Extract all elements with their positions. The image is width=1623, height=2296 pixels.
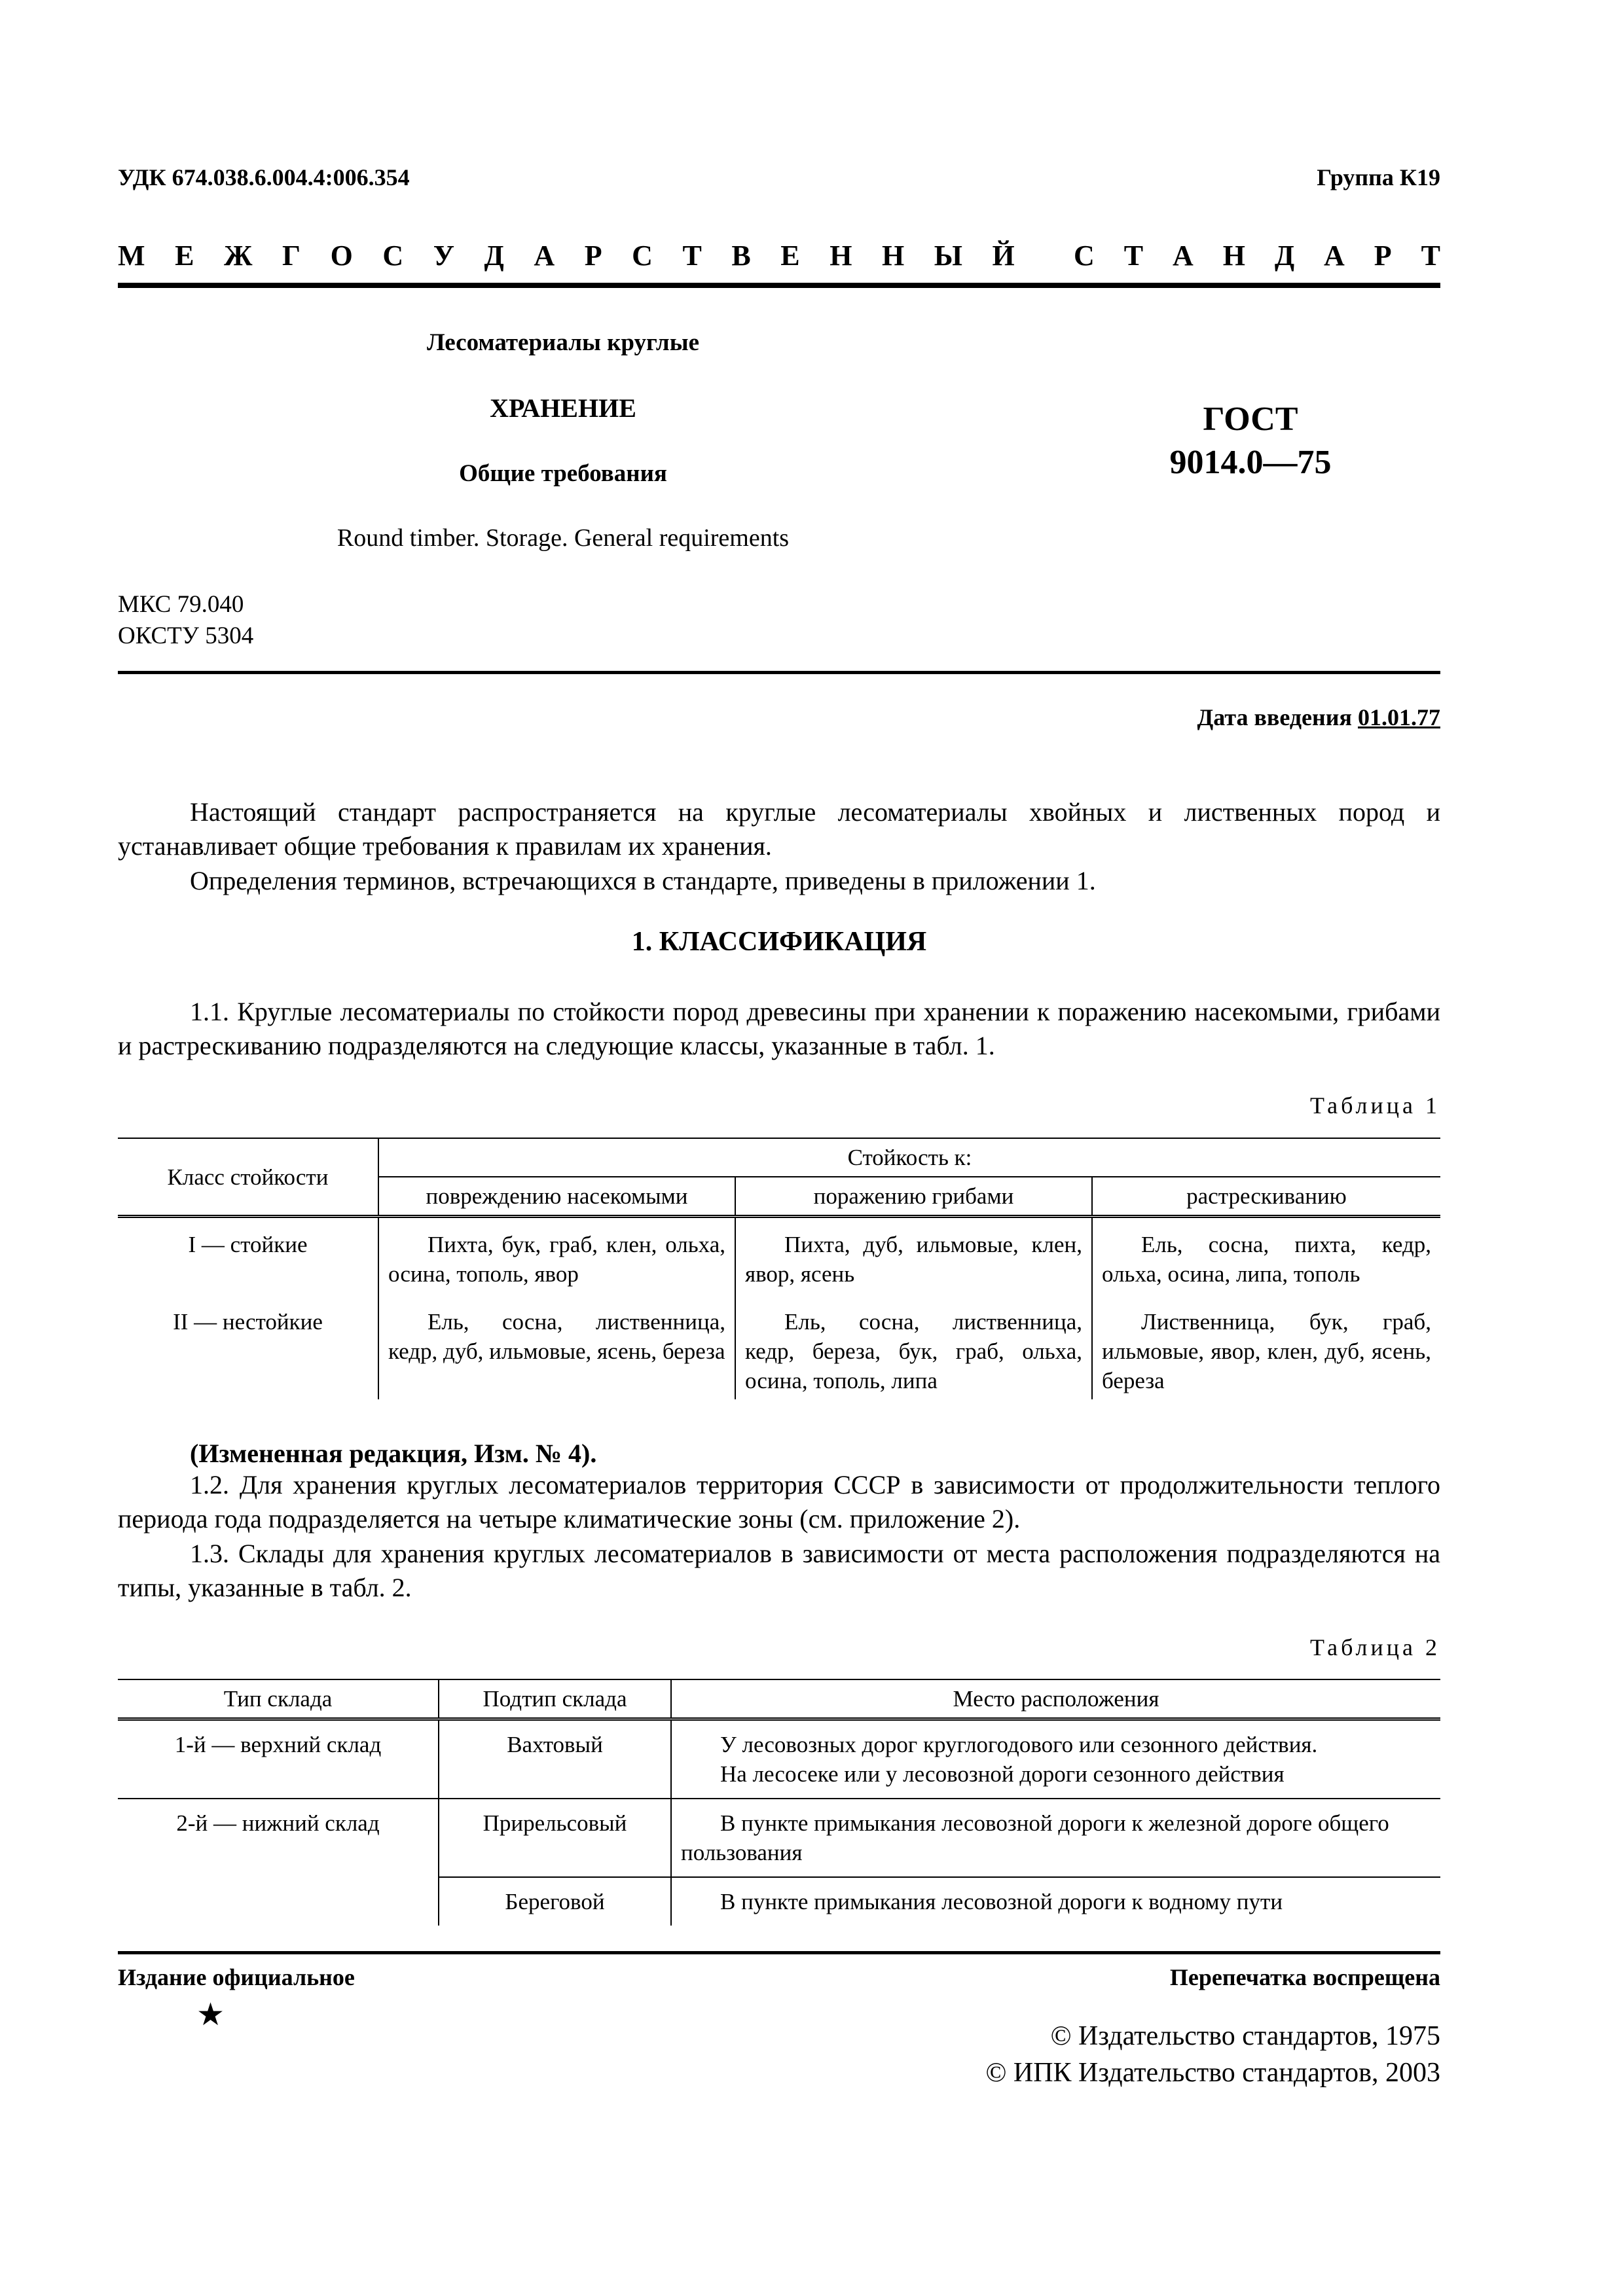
- t2-col-location: Место расположения: [671, 1679, 1440, 1719]
- table-row: [118, 1877, 1440, 1926]
- gost-block: [1087, 398, 1414, 484]
- t2-r3-type: [118, 1877, 439, 1926]
- t1-col-class: Класс стойкости: [118, 1138, 378, 1217]
- copyright-2003: © ИПК Издательство стандартов, 2003: [985, 2058, 1440, 2088]
- udk-code: УДК 674.038.6.004.4:006.354: [118, 164, 410, 190]
- table-2: [118, 1679, 1440, 1926]
- t1-col-cracking: растрескиванию: [1092, 1177, 1440, 1217]
- document-page: [118, 0, 1440, 2296]
- table-1-caption: Таблица 1: [1310, 1092, 1440, 1119]
- section-1-title: 1. КЛАССИФИКАЦИЯ: [631, 927, 927, 957]
- t2-r3-location: В пункте примыкания лесовозной дороги к водному пути: [671, 1877, 1440, 1926]
- title-english: Round timber. Storage. General requirements: [337, 524, 790, 552]
- t1-col-fungi: поражению грибами: [735, 1177, 1092, 1217]
- title-line-1: Лесоматериалы круглые: [426, 329, 699, 356]
- no-reprint: Перепечатка воспрещена: [1169, 1964, 1440, 1990]
- intro-date-label: Дата введения: [1197, 704, 1352, 730]
- t2-r2-type: 2-й — нижний склад: [176, 1810, 380, 1836]
- copyright-block: [985, 2018, 1440, 2091]
- t1-r1-fungi: Пихта, дуб, ильмовые, клен, явор, ясень: [735, 1217, 1092, 1293]
- footer-divider: [118, 1951, 1440, 1954]
- t2-r2-location: В пункте примыкания лесовозной дороги к железной дороге общего пользования: [671, 1799, 1440, 1877]
- intro-paragraph-2: Определения терминов, встречающихся в стандарте, приведены в приложении 1.: [190, 866, 1096, 895]
- t1-col-group: Стойкость к:: [378, 1138, 1440, 1177]
- okstu-code: ОКСТУ 5304: [118, 622, 254, 649]
- classifier-codes: [118, 589, 253, 652]
- t2-col-type: Тип склада: [223, 1686, 333, 1712]
- table-2-caption: Таблица 2: [1310, 1634, 1440, 1660]
- title-line-2: ХРАНЕНИЕ: [490, 393, 636, 423]
- banner-word-interstate: М Е Ж Г О С У Д А Р С Т В Е Н Н Ы Й: [118, 240, 1015, 272]
- t2-r1-type: 1-й — верхний склад: [174, 1732, 382, 1757]
- table-row: [118, 1217, 1440, 1293]
- table-row: [118, 1293, 1440, 1399]
- t1-r2-cracking: Лиственница, бук, граб, ильмовые, явор, клен, дуб, ясень, береза: [1092, 1293, 1440, 1399]
- paragraph-1-1: 1.1. Круглые лесоматериалы по стойкости пород древесины при хранении к поражению насекомыми, грибами и растрескиванию подразделяются на следующие классы, указанные в табл. 1.: [118, 997, 1440, 1060]
- intro-date: [1197, 704, 1441, 731]
- t1-r2-class: II — нестойкие: [173, 1309, 323, 1335]
- table-row: [118, 1719, 1440, 1799]
- table-row: [118, 1799, 1440, 1877]
- t1-col-insects: повреждению насекомыми: [378, 1177, 735, 1217]
- t2-r1-location: У лесовозных дорог круглогодового или сезонного действия. На лесосеке или у лесовозной дороги сезонного действия: [671, 1719, 1440, 1799]
- banner-word-standard: С Т А Н Д А Р Т: [1074, 240, 1440, 272]
- official-edition: Издание официальное: [118, 1964, 355, 1990]
- intro-paragraph-1: Настоящий стандарт распространяется на круглые лесоматериалы хвойных и лиственных пород и устанавливает общие требования к правилам их хранения.: [118, 797, 1440, 861]
- star-icon: ★: [196, 1998, 225, 2032]
- intro-date-value: 01.01.77: [1358, 704, 1440, 730]
- t1-r2-fungi: Ель, сосна, лиственница, кедр, береза, бук, граб, ольха, осина, тополь, липа: [735, 1293, 1092, 1399]
- header-divider: [118, 671, 1440, 674]
- gost-number: 9014.0—75: [1169, 444, 1332, 481]
- standard-banner: [118, 239, 1440, 272]
- banner-rule: [118, 283, 1440, 288]
- copyright-1975: © Издательство стандартов, 1975: [1050, 2021, 1440, 2051]
- paragraph-1-3: 1.3. Склады для хранения круглых лесоматериалов в зависимости от места расположения подразделяются на типы, указанные в табл. 2.: [118, 1539, 1440, 1602]
- amendment-note: (Измененная редакция, Изм. № 4).: [190, 1439, 597, 1468]
- title-line-3: Общие требования: [459, 460, 667, 487]
- group-code: Группа К19: [1317, 164, 1440, 190]
- t1-r2-insects: Ель, сосна, лиственница, кедр, дуб, ильмовые, ясень, береза: [378, 1293, 735, 1399]
- t1-r1-cracking: Ель, сосна, пихта, кедр, ольха, осина, липа, тополь: [1092, 1217, 1440, 1293]
- t2-r3-subtype: Береговой: [439, 1877, 671, 1926]
- t2-col-subtype: Подтип склада: [439, 1679, 671, 1719]
- table-1: [118, 1138, 1440, 1399]
- mks-code: МКС 79.040: [118, 591, 244, 618]
- t2-r2-subtype: Прирельсовый: [439, 1799, 671, 1877]
- t1-r1-insects: Пихта, бук, граб, клен, ольха, осина, тополь, явор: [378, 1217, 735, 1293]
- gost-label: ГОСТ: [1203, 401, 1298, 438]
- t2-r1-subtype: Вахтовый: [439, 1719, 671, 1799]
- t1-r1-class: I — стойкие: [188, 1232, 308, 1257]
- header-row: [118, 164, 1440, 191]
- paragraph-1-2: 1.2. Для хранения круглых лесоматериалов территория СССР в зависимости от продолжительности теплого периода года подразделяется на четыре климатические зоны (см. приложение 2).: [118, 1470, 1440, 1534]
